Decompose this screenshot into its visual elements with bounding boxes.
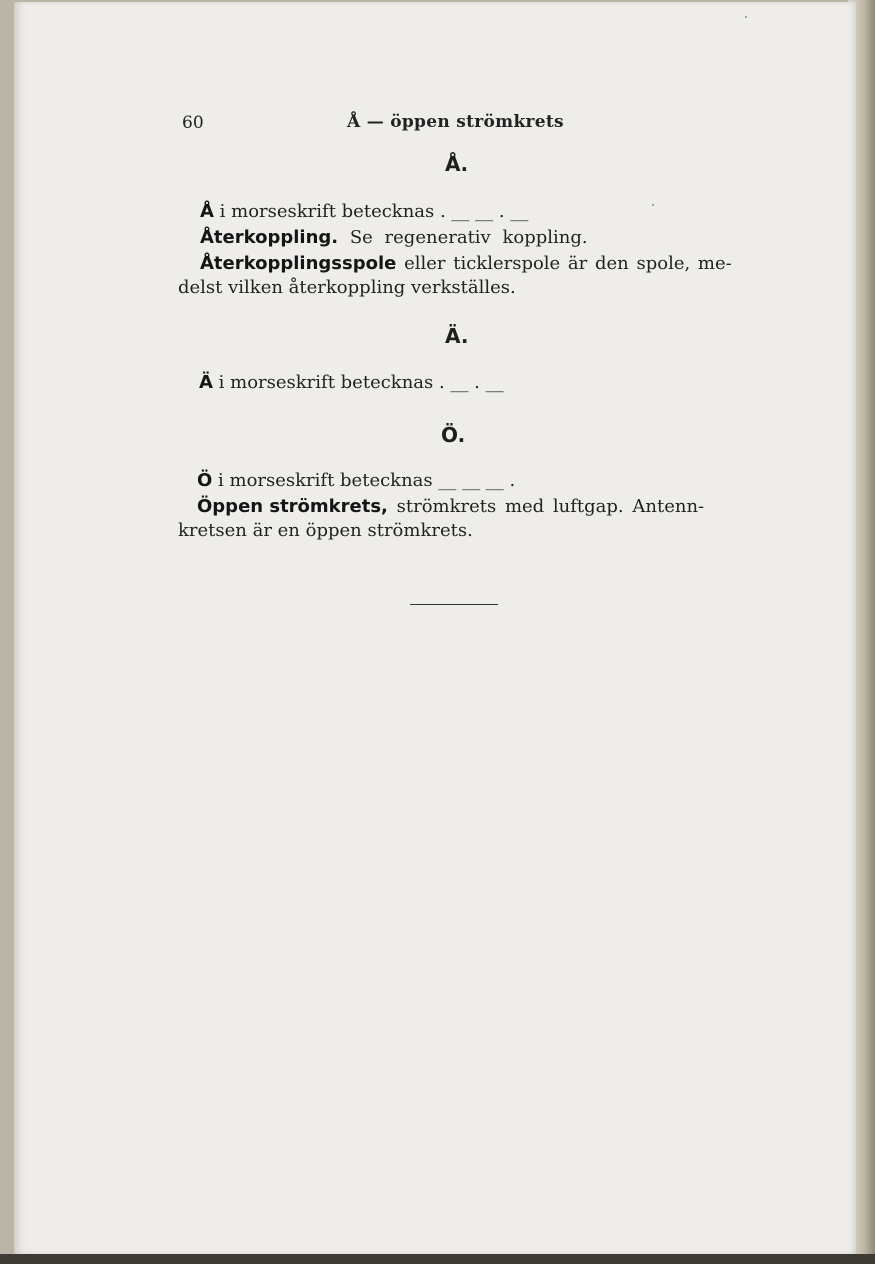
entry-continuation: kretsen är en öppen strömkrets.: [178, 520, 473, 541]
entry-aring-morse: [200, 200, 528, 224]
paper-speck: [745, 16, 747, 18]
section-heading-ouml: Ö.: [441, 423, 466, 447]
entry-term: Återkoppling.: [200, 227, 339, 248]
entry-text: Se regenerativ koppling.: [338, 227, 588, 248]
bottom-edge: [0, 1254, 875, 1264]
entry-term: Ä: [199, 372, 213, 393]
entry-continuation: delst vilken återkoppling verkställes.: [178, 277, 516, 298]
section-heading-auml: Ä.: [445, 324, 469, 348]
entry-text: strömkrets med luftgap. Antenn-: [387, 496, 705, 517]
entry-aterkoppling: [200, 226, 588, 250]
running-head: Å — öppen strömkrets: [347, 112, 564, 132]
entry-text: i morseskrift betecknas . __ __ . __: [213, 201, 529, 222]
entry-term: Öppen strömkrets,: [197, 496, 388, 517]
page: [14, 2, 856, 1254]
entry-term: Å: [200, 201, 214, 222]
entry-auml-morse: [199, 371, 504, 395]
page-number: 60: [182, 113, 204, 133]
end-rule: [410, 604, 498, 605]
entry-text: eller ticklerspole är den spole, me-: [396, 253, 732, 274]
section-heading-aring: Å.: [445, 152, 469, 176]
entry-aterkopplingsspole: [200, 252, 732, 276]
paper-speck: [652, 204, 654, 206]
entry-text: i morseskrift betecknas . __ . __: [212, 372, 504, 393]
entry-text: i morseskrift betecknas __ __ __ .: [212, 470, 516, 491]
entry-oppen-stromkrets: [197, 495, 704, 519]
entry-ouml-morse: [197, 469, 515, 493]
entry-term: Återkopplingsspole: [200, 253, 397, 274]
entry-term: Ö: [197, 470, 213, 491]
